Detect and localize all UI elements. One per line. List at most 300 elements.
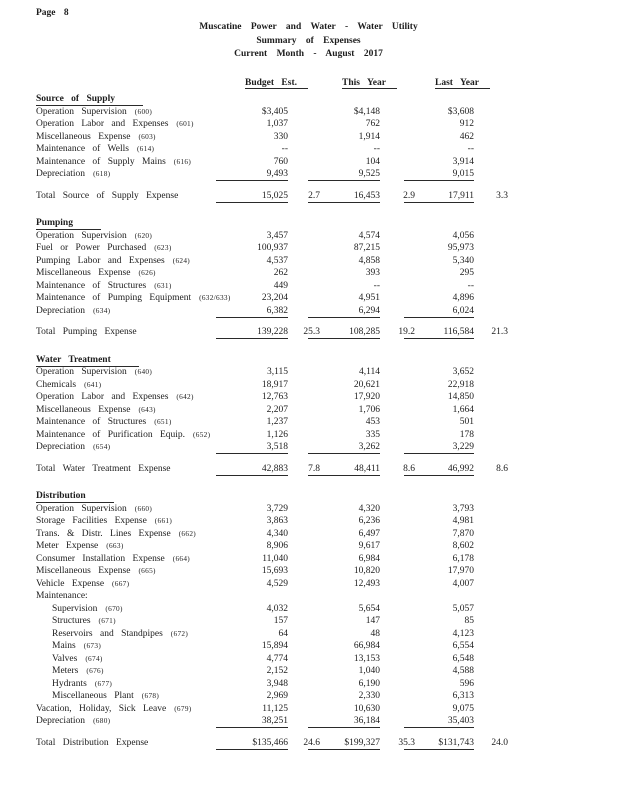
expense-row bbox=[0, 503, 617, 516]
budget-amount: 330 bbox=[273, 131, 288, 142]
budget-amount: 4,529 bbox=[266, 578, 288, 589]
expense-row bbox=[0, 118, 617, 131]
last-year-amount: 912 bbox=[459, 119, 474, 129]
account-number: (600) bbox=[134, 106, 153, 116]
expense-row bbox=[0, 653, 617, 666]
last-year-amount: 8,602 bbox=[452, 541, 474, 551]
expense-row bbox=[0, 628, 617, 641]
expense-section bbox=[0, 354, 617, 476]
budget-amount: 3,948 bbox=[266, 678, 288, 689]
account-name: Maintenance: bbox=[36, 591, 88, 601]
last-year-amount: 4,007 bbox=[452, 578, 474, 589]
account-number: (623) bbox=[154, 243, 172, 252]
total-last-year-percent: 21.3 bbox=[491, 327, 508, 337]
column-header-last-year: Last Year bbox=[435, 78, 490, 89]
account-name: Operation Supervision bbox=[36, 106, 127, 117]
section-total-row bbox=[0, 737, 617, 750]
budget-amount: 8,906 bbox=[266, 541, 288, 551]
expense-section bbox=[0, 490, 617, 749]
section-rows bbox=[0, 366, 617, 454]
budget-amount: 38,251 bbox=[216, 715, 288, 728]
account-name: Miscellaneous Plant bbox=[52, 691, 134, 701]
expense-row bbox=[0, 590, 617, 603]
budget-amount: 11,040 bbox=[262, 553, 288, 564]
account-name: Miscellaneous Expense bbox=[36, 404, 131, 415]
expense-row bbox=[0, 640, 617, 653]
last-year-amount: 4,896 bbox=[452, 293, 474, 303]
budget-amount: 15,894 bbox=[261, 641, 288, 651]
this-year-amount: 1,706 bbox=[358, 404, 380, 415]
expense-row bbox=[0, 615, 617, 628]
budget-amount: 3,729 bbox=[266, 503, 288, 514]
section-heading-label: Distribution bbox=[36, 490, 114, 503]
account-name: Depreciation bbox=[36, 305, 86, 316]
expense-row-label bbox=[36, 366, 152, 379]
budget-amount: 6,382 bbox=[216, 305, 288, 318]
account-name: Maintenance of Wells bbox=[36, 144, 129, 154]
expense-section bbox=[0, 217, 617, 339]
section-heading bbox=[0, 490, 617, 503]
this-year-amount: 762 bbox=[365, 119, 380, 129]
last-year-amount: 95,973 bbox=[447, 243, 474, 253]
last-year-amount: 4,123 bbox=[452, 628, 474, 639]
last-year-amount: 85 bbox=[464, 616, 474, 626]
budget-amount: 4,537 bbox=[266, 255, 288, 266]
expense-row-label bbox=[36, 715, 110, 728]
expense-row bbox=[0, 416, 617, 429]
expense-row-label bbox=[36, 703, 192, 716]
account-number: (634) bbox=[93, 305, 111, 315]
expense-row-label bbox=[36, 242, 172, 255]
expense-row-label bbox=[36, 118, 194, 131]
last-year-amount: $3,608 bbox=[447, 106, 474, 117]
expense-row bbox=[0, 391, 617, 404]
this-year-amount: 104 bbox=[365, 156, 380, 167]
account-name: Structures bbox=[52, 616, 91, 626]
budget-amount: 1,037 bbox=[266, 119, 288, 129]
expense-row-label bbox=[36, 131, 156, 144]
expense-row-label bbox=[36, 503, 152, 516]
account-name: Trans. & Distr. Lines Expense bbox=[36, 528, 171, 539]
total-label: Total Distribution Expense bbox=[36, 737, 149, 748]
expense-row bbox=[0, 515, 617, 528]
total-this-year-amount: 48,411 bbox=[308, 463, 380, 476]
total-budget-amount: 139,228 bbox=[216, 326, 288, 339]
budget-amount: 15,693 bbox=[261, 566, 288, 576]
last-year-amount: 462 bbox=[459, 131, 474, 142]
expense-row bbox=[0, 131, 617, 144]
this-year-amount: 17,920 bbox=[353, 392, 380, 402]
expense-row bbox=[0, 230, 617, 243]
expense-row-label bbox=[36, 416, 172, 429]
account-number: (680) bbox=[93, 716, 111, 725]
report-title bbox=[0, 21, 617, 62]
total-budget-percent: 7.8 bbox=[308, 463, 320, 474]
account-name: Storage Facilities Expense bbox=[36, 516, 147, 526]
total-last-year-amount: 46,992 bbox=[404, 463, 474, 476]
expense-row-label bbox=[36, 305, 110, 318]
expense-row-label bbox=[36, 528, 196, 541]
expense-row bbox=[0, 143, 617, 156]
this-year-amount: 1,040 bbox=[358, 666, 380, 676]
last-year-amount: 6,554 bbox=[452, 641, 474, 651]
expense-row-label bbox=[36, 106, 152, 119]
last-year-amount: -- bbox=[467, 280, 474, 291]
total-this-year-percent: 19.2 bbox=[398, 327, 415, 337]
total-label: Total Source of Supply Expense bbox=[36, 190, 179, 201]
account-number: (651) bbox=[154, 417, 172, 426]
budget-amount: 449 bbox=[273, 280, 288, 291]
column-header-budget-est: Budget Est. bbox=[245, 78, 308, 89]
budget-amount: 11,125 bbox=[262, 703, 288, 714]
budget-amount: 3,115 bbox=[266, 367, 288, 377]
last-year-amount: 4,056 bbox=[452, 230, 474, 241]
expense-row bbox=[0, 603, 617, 616]
total-budget-percent: 24.6 bbox=[303, 737, 320, 748]
expense-row-label bbox=[36, 565, 156, 578]
account-name: Mains bbox=[52, 641, 76, 651]
account-name: Pumping Labor and Expenses bbox=[36, 255, 165, 266]
account-number: (678) bbox=[141, 691, 160, 700]
this-year-amount: 10,630 bbox=[353, 703, 380, 714]
this-year-amount: 4,574 bbox=[358, 230, 380, 241]
this-year-amount: 66,984 bbox=[353, 641, 380, 651]
account-number: (626) bbox=[138, 268, 156, 277]
total-last-year-percent: 3.3 bbox=[496, 190, 508, 201]
expense-row bbox=[0, 267, 617, 280]
account-name: Operation Supervision bbox=[36, 367, 127, 377]
budget-amount: 262 bbox=[273, 268, 288, 278]
this-year-amount: 4,114 bbox=[358, 367, 380, 377]
section-total-row bbox=[0, 326, 617, 339]
total-budget-amount: 15,025 bbox=[216, 190, 288, 203]
column-headers bbox=[0, 78, 617, 92]
account-number: (624) bbox=[172, 255, 191, 265]
budget-amount: 3,457 bbox=[266, 230, 288, 241]
budget-amount: 23,204 bbox=[261, 293, 288, 303]
last-year-amount: -- bbox=[467, 144, 474, 154]
last-year-amount: 1,664 bbox=[452, 404, 474, 415]
account-number: (603) bbox=[138, 131, 156, 141]
this-year-amount: 4,858 bbox=[358, 255, 380, 266]
this-year-amount: -- bbox=[373, 144, 380, 154]
total-label: Total Water Treatment Expense bbox=[36, 463, 171, 474]
expense-row-label bbox=[36, 168, 110, 181]
account-name: Maintenance of Structures bbox=[36, 280, 147, 291]
budget-amount: -- bbox=[281, 144, 288, 154]
total-this-year-percent: 2.9 bbox=[403, 190, 415, 201]
account-name: Reservoirs and Standpipes bbox=[52, 628, 163, 639]
account-name: Meter Expense bbox=[36, 541, 99, 551]
account-name: Depreciation bbox=[36, 716, 86, 726]
expense-row-label bbox=[36, 280, 172, 293]
total-this-year-amount: 16,453 bbox=[308, 190, 380, 203]
account-name: Operation Labor and Expenses bbox=[36, 392, 169, 402]
column-header-this-year: This Year bbox=[342, 78, 397, 89]
account-number: (665) bbox=[138, 566, 156, 575]
expense-row-label bbox=[52, 628, 188, 641]
section-heading bbox=[0, 217, 617, 230]
last-year-amount: 35,403 bbox=[404, 715, 474, 728]
expense-row bbox=[0, 578, 617, 591]
last-year-amount: 9,075 bbox=[452, 703, 474, 714]
section-rows bbox=[0, 230, 617, 318]
total-this-year-amount: 108,285 bbox=[308, 326, 380, 339]
account-number: (667) bbox=[112, 578, 130, 588]
account-number: (614) bbox=[136, 144, 155, 153]
expense-row bbox=[0, 379, 617, 392]
this-year-amount: 6,294 bbox=[308, 305, 380, 318]
this-year-amount: 1,914 bbox=[358, 131, 380, 142]
total-last-year-amount: 116,584 bbox=[404, 326, 474, 339]
last-year-amount: 22,918 bbox=[447, 379, 474, 390]
account-name: Hydrants bbox=[52, 678, 87, 689]
expense-row-label bbox=[52, 665, 104, 678]
account-number: (616) bbox=[173, 156, 192, 166]
section-total-row bbox=[0, 463, 617, 476]
account-name: Operation Supervision bbox=[36, 503, 127, 514]
budget-amount: 157 bbox=[273, 616, 288, 626]
title-line-period: Current Month - August 2017 bbox=[234, 49, 383, 59]
expense-row bbox=[0, 703, 617, 716]
account-number: (664) bbox=[172, 553, 191, 563]
total-label: Total Pumping Expense bbox=[36, 327, 137, 337]
expense-row-label bbox=[52, 640, 101, 653]
account-number: (632/633) bbox=[199, 293, 231, 302]
total-budget-amount: $135,466 bbox=[216, 737, 288, 750]
total-budget-percent: 2.7 bbox=[308, 190, 320, 201]
expense-row bbox=[0, 156, 617, 169]
budget-amount: 3,518 bbox=[216, 441, 288, 454]
expense-row bbox=[0, 565, 617, 578]
account-name: Miscellaneous Expense bbox=[36, 268, 131, 278]
account-number: (679) bbox=[174, 703, 192, 713]
expense-row bbox=[0, 665, 617, 678]
this-year-amount: 4,320 bbox=[358, 503, 380, 514]
this-year-amount: 6,190 bbox=[358, 678, 380, 689]
expense-row bbox=[0, 168, 617, 181]
account-name: Maintenance of Structures bbox=[36, 417, 147, 427]
budget-amount: 2,207 bbox=[266, 404, 288, 415]
expense-row-label bbox=[52, 653, 103, 666]
last-year-amount: 6,548 bbox=[452, 653, 474, 664]
budget-amount: 100,937 bbox=[257, 243, 288, 253]
account-name: Maintenance of Purification Equip. bbox=[36, 429, 186, 440]
expense-row bbox=[0, 255, 617, 268]
last-year-amount: 14,850 bbox=[447, 392, 474, 402]
expense-table bbox=[0, 93, 617, 749]
total-last-year-amount: 17,911 bbox=[404, 190, 474, 203]
budget-amount: 3,863 bbox=[266, 516, 288, 526]
last-year-amount: 4,588 bbox=[452, 666, 474, 676]
account-name: Vehicle Expense bbox=[36, 578, 105, 589]
expense-row-label bbox=[36, 553, 190, 566]
account-name: Fuel or Power Purchased bbox=[36, 243, 147, 253]
this-year-amount: -- bbox=[373, 280, 380, 291]
account-number: (673) bbox=[83, 641, 102, 650]
expense-row bbox=[0, 429, 617, 442]
budget-amount: 4,032 bbox=[266, 603, 288, 614]
account-name: Miscellaneous Expense bbox=[36, 566, 131, 576]
account-number: (654) bbox=[93, 442, 111, 451]
account-name: Meters bbox=[52, 666, 79, 676]
account-number: (652) bbox=[193, 429, 211, 439]
section-heading-label: Source of Supply bbox=[36, 93, 143, 106]
this-year-amount: 453 bbox=[365, 417, 380, 427]
last-year-amount: 501 bbox=[459, 417, 474, 427]
expense-row-label bbox=[36, 540, 124, 553]
last-year-amount: 178 bbox=[459, 429, 474, 440]
budget-amount: 760 bbox=[273, 156, 288, 167]
expense-row bbox=[0, 366, 617, 379]
last-year-amount: 4,981 bbox=[452, 516, 474, 526]
title-line-utility: Muscatine Power and Water - Water Utility bbox=[199, 22, 418, 32]
budget-amount: 1,237 bbox=[266, 417, 288, 427]
account-number: (663) bbox=[106, 541, 124, 550]
this-year-amount: 2,330 bbox=[358, 691, 380, 701]
this-year-amount: $4,148 bbox=[353, 106, 380, 117]
expense-row bbox=[0, 106, 617, 119]
account-number: (620) bbox=[134, 230, 153, 240]
expense-row bbox=[0, 715, 617, 728]
total-budget-amount: 42,883 bbox=[216, 463, 288, 476]
expense-row bbox=[0, 528, 617, 541]
this-year-amount: 13,153 bbox=[353, 653, 380, 664]
expense-row-label bbox=[36, 590, 96, 603]
account-number: (671) bbox=[98, 616, 116, 625]
budget-amount: 64 bbox=[278, 628, 288, 639]
last-year-amount: 6,024 bbox=[404, 305, 474, 318]
expense-row bbox=[0, 441, 617, 454]
account-name: Vacation, Holiday, Sick Leave bbox=[36, 703, 167, 714]
budget-amount bbox=[216, 590, 288, 602]
account-name: Operation Supervision bbox=[36, 230, 127, 241]
account-number: (676) bbox=[86, 666, 104, 675]
total-last-year-percent: 8.6 bbox=[496, 463, 508, 474]
expense-row bbox=[0, 280, 617, 293]
account-number: (631) bbox=[154, 280, 172, 290]
last-year-amount: 295 bbox=[459, 268, 474, 278]
expense-row-label bbox=[36, 292, 231, 305]
last-year-amount: 3,793 bbox=[452, 503, 474, 514]
budget-amount: 12,763 bbox=[261, 392, 288, 402]
expense-row-label bbox=[36, 515, 172, 528]
account-name: Maintenance of Pumping Equipment bbox=[36, 293, 192, 303]
last-year-amount bbox=[404, 590, 474, 602]
this-year-amount: 5,654 bbox=[358, 603, 380, 614]
this-year-amount: 10,820 bbox=[353, 566, 380, 576]
expense-row-label bbox=[36, 578, 129, 591]
total-budget-percent: 25.3 bbox=[303, 327, 320, 337]
expense-row-label bbox=[52, 690, 159, 703]
page-number: Page 8 bbox=[36, 8, 69, 18]
expense-row-label bbox=[52, 678, 112, 691]
this-year-amount: 6,984 bbox=[358, 553, 380, 564]
expense-row bbox=[0, 404, 617, 417]
section-rows bbox=[0, 106, 617, 181]
section-heading bbox=[0, 93, 617, 106]
account-number: (640) bbox=[134, 367, 153, 376]
expense-row bbox=[0, 305, 617, 318]
expense-row-label bbox=[36, 156, 191, 169]
this-year-amount: 36,184 bbox=[308, 715, 380, 728]
budget-amount: 18,917 bbox=[261, 379, 288, 390]
budget-amount: 4,340 bbox=[266, 528, 288, 539]
last-year-amount: 6,313 bbox=[452, 691, 474, 701]
expense-row-label bbox=[52, 615, 116, 628]
account-number: (618) bbox=[93, 169, 111, 178]
section-total-row bbox=[0, 190, 617, 203]
account-number: (672) bbox=[170, 628, 189, 638]
last-year-amount: 5,340 bbox=[452, 255, 474, 266]
section-rows bbox=[0, 503, 617, 728]
account-name: Miscellaneous Expense bbox=[36, 131, 131, 142]
account-name: Operation Labor and Expenses bbox=[36, 119, 169, 129]
expense-section bbox=[0, 93, 617, 202]
expense-row bbox=[0, 540, 617, 553]
budget-amount: $3,405 bbox=[261, 106, 288, 117]
expense-row-label bbox=[36, 255, 190, 268]
budget-amount: 9,493 bbox=[216, 168, 288, 181]
this-year-amount: 87,215 bbox=[353, 243, 380, 253]
expense-row bbox=[0, 553, 617, 566]
expense-row-label bbox=[36, 230, 152, 243]
account-number: (601) bbox=[176, 119, 194, 128]
last-year-amount: 5,057 bbox=[452, 603, 474, 614]
last-year-amount: 3,652 bbox=[452, 367, 474, 377]
account-number: (677) bbox=[94, 678, 113, 688]
this-year-amount: 12,493 bbox=[353, 578, 380, 589]
last-year-amount: 9,015 bbox=[404, 168, 474, 181]
account-name: Valves bbox=[52, 653, 78, 664]
this-year-amount: 147 bbox=[365, 616, 380, 626]
account-number: (643) bbox=[138, 404, 156, 414]
title-line-summary: Summary of Expenses bbox=[256, 35, 361, 46]
last-year-amount: 7,870 bbox=[452, 528, 474, 539]
account-number: (662) bbox=[178, 528, 197, 538]
expense-row bbox=[0, 678, 617, 691]
last-year-amount: 3,229 bbox=[404, 441, 474, 454]
expense-row-label bbox=[36, 391, 194, 404]
this-year-amount: 3,262 bbox=[308, 441, 380, 454]
this-year-amount: 6,497 bbox=[358, 528, 380, 539]
expense-row-label bbox=[36, 267, 156, 280]
account-name: Supervision bbox=[52, 603, 98, 614]
expense-row-label bbox=[36, 143, 154, 156]
total-this-year-percent: 35.3 bbox=[398, 737, 415, 748]
expense-row-label bbox=[52, 603, 123, 616]
this-year-amount: 9,617 bbox=[358, 541, 380, 551]
last-year-amount: 596 bbox=[459, 678, 474, 689]
section-heading bbox=[0, 354, 617, 367]
budget-amount: 2,152 bbox=[266, 666, 288, 676]
expense-row-label bbox=[36, 441, 110, 454]
total-this-year-amount: $199,327 bbox=[308, 737, 380, 750]
section-heading-label: Water Treatment bbox=[36, 354, 139, 367]
account-name: Consumer Installation Expense bbox=[36, 553, 165, 564]
budget-amount: 2,969 bbox=[266, 691, 288, 701]
account-name: Maintenance of Supply Mains bbox=[36, 156, 166, 167]
account-number: (661) bbox=[154, 516, 173, 525]
expense-row-label bbox=[36, 429, 210, 442]
account-number: (660) bbox=[134, 503, 153, 513]
total-last-year-amount: $131,743 bbox=[404, 737, 474, 750]
budget-amount: 1,126 bbox=[266, 429, 288, 440]
this-year-amount: 4,951 bbox=[358, 293, 380, 303]
this-year-amount: 48 bbox=[370, 628, 380, 639]
expense-row-label bbox=[36, 379, 101, 392]
account-name: Chemicals bbox=[36, 379, 77, 390]
